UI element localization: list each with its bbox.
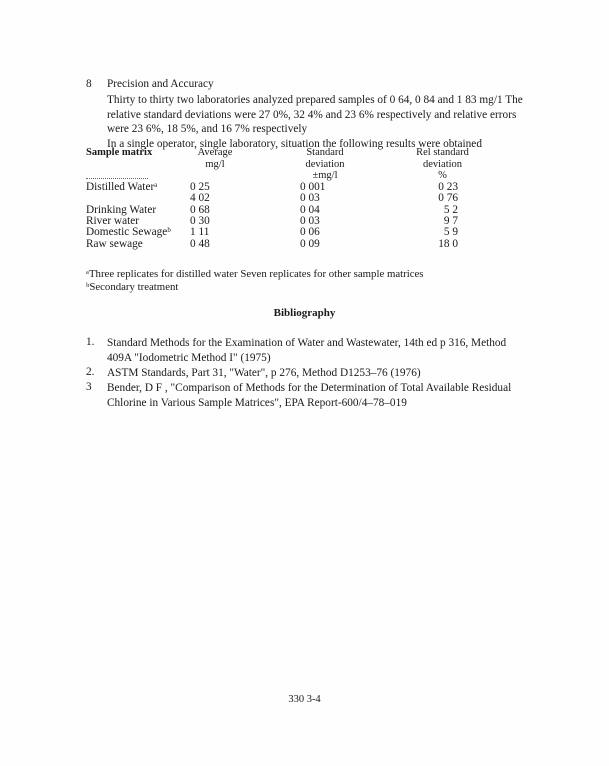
- cell-rsd: 9 7: [443, 215, 458, 227]
- header-rel-standard-deviation: [395, 147, 490, 182]
- header-line: Rel standard: [416, 147, 469, 158]
- cell-average: 4 02: [190, 192, 210, 204]
- header-line: Standard: [306, 147, 344, 158]
- cell-sd: 0 03: [300, 192, 320, 204]
- cell-average: 1 11: [190, 226, 210, 238]
- reference-number: 3: [86, 381, 92, 393]
- reference-1: [107, 336, 562, 365]
- header-line: deviation: [305, 158, 345, 170]
- reference-2: [107, 366, 562, 381]
- header-sample-matrix: Sample matrix: [86, 147, 153, 158]
- cell-rsd: 5 2: [443, 204, 458, 216]
- paragraph-line: relative standard deviations were 27 0%, 32 4% and 23 6% respectively and relative errors: [107, 108, 517, 121]
- bibliography-heading: Bibliography: [273, 307, 336, 319]
- footnote-a: ᵃThree replicates for distilled water Seven replicates for other sample matrices: [86, 268, 424, 280]
- cell-sample: River water: [86, 215, 140, 227]
- cell-average: 0 30: [190, 215, 210, 227]
- reference-number: 2.: [86, 366, 95, 378]
- cell-sd: 0 001: [300, 181, 326, 193]
- cell-sample: Domestic Sewageᵇ: [86, 226, 171, 238]
- page-number: 330 3-4: [288, 694, 321, 705]
- paragraph-line: In a single operator, single laboratory, situation the following results were obtained: [107, 137, 482, 150]
- cell-sample: Raw sewage: [86, 238, 143, 250]
- section-title: Precision and Accuracy: [107, 78, 214, 90]
- cell-sd: 0 09: [300, 238, 320, 250]
- cell-sample: Distilled Waterᵃ: [86, 181, 158, 193]
- reference-3: [107, 381, 562, 410]
- cell-rsd: 0 23: [438, 181, 458, 193]
- cell-sample: Drinking Water: [86, 204, 157, 216]
- reference-line: Chlorine in Various Sample Matrices", EPA Report-600/4–78–019: [107, 396, 407, 409]
- reference-line: Bender, D F , "Comparison of Methods for the Determination of Total Available Residual: [107, 382, 512, 394]
- header-line: ±mg/l: [312, 170, 338, 181]
- paragraph-line: were 23 6%, 18 5%, and 16 7% respectively: [107, 123, 308, 136]
- header-line: mg/l: [205, 158, 225, 170]
- cell-rsd: 18 0: [438, 238, 458, 250]
- reference-number: 1.: [86, 336, 95, 348]
- header-line: Average: [197, 147, 233, 158]
- reference-line: ASTM Standards, Part 31, "Water", p 276, Method D1253–76 (1976): [107, 367, 421, 379]
- section-paragraph: [107, 93, 562, 151]
- table-rule: [86, 178, 148, 179]
- header-standard-deviation: [285, 147, 365, 182]
- cell-rsd: 0 76: [438, 192, 458, 204]
- cell-sd: 0 06: [300, 226, 320, 238]
- reference-line: Standard Methods for the Examination of Water and Wastewater, 14th ed p 316, Method: [107, 337, 507, 349]
- paragraph-line: Thirty to thirty two laboratories analyzed prepared samples of 0 64, 0 84 and 1 83 mg/1 The: [107, 94, 523, 106]
- header-line: %: [438, 170, 447, 181]
- section-number: 8: [86, 78, 92, 90]
- cell-sd: 0 04: [300, 204, 320, 216]
- header-line: deviation: [422, 158, 463, 170]
- header-average: [180, 147, 250, 170]
- footnote-b: ᵇSecondary treatment: [86, 281, 179, 293]
- cell-average: 0 48: [190, 238, 210, 250]
- cell-average: 0 68: [190, 204, 210, 216]
- cell-sd: 0 03: [300, 215, 320, 227]
- cell-average: 0 25: [190, 181, 210, 193]
- reference-line: 409A "Iodometric Method I" (1975): [107, 351, 271, 364]
- cell-rsd: 5 9: [443, 226, 458, 238]
